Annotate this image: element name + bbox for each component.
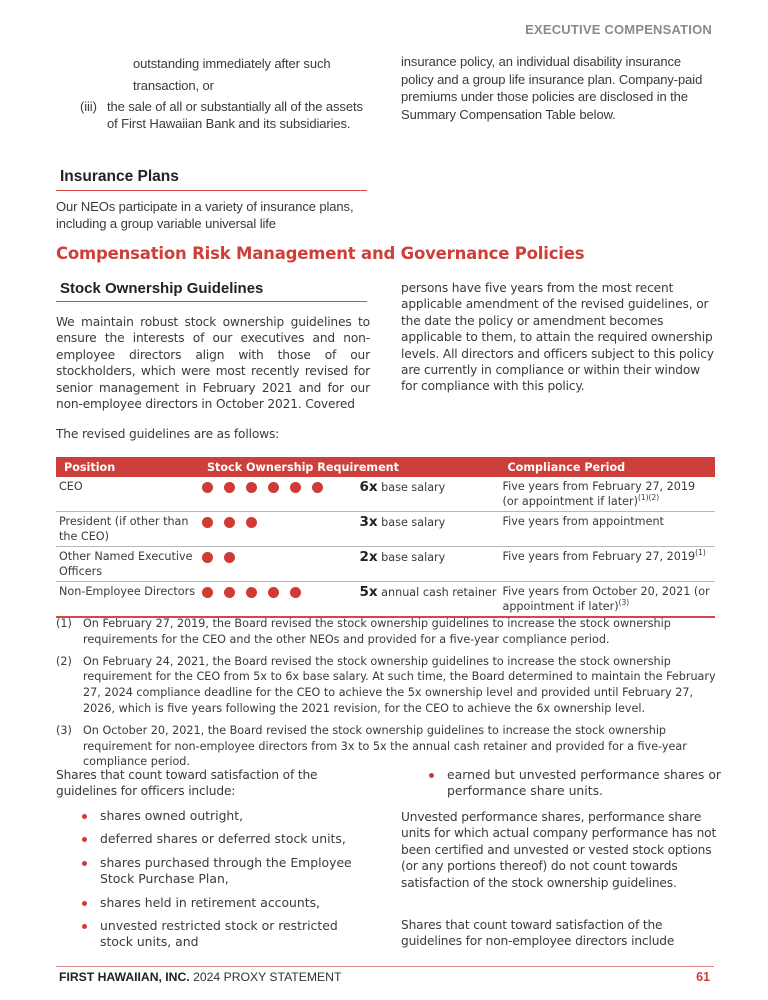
dot-icon xyxy=(202,552,213,563)
table-row xyxy=(56,582,715,618)
ownership-dots xyxy=(199,582,353,618)
list-item: earned but unvested performance shares or performance share units. xyxy=(427,767,727,800)
multiple-basis: base salary xyxy=(381,551,446,564)
dot-icon xyxy=(224,482,235,493)
ownership-dots xyxy=(199,512,353,547)
multiple-value: 3x xyxy=(359,514,378,530)
footer-doc: 2024 PROXY STATEMENT xyxy=(193,970,342,984)
footnote-ref: (1) xyxy=(695,548,706,557)
insurance-paragraph-right: insurance policy, an individual disability insurance policy and a group life insurance plan. Company-paid premiums under those policies are disclosed in the Summary Compensation Table below. xyxy=(401,54,703,122)
footnote-number: (2) xyxy=(56,654,72,668)
list-marker: (iii) xyxy=(80,99,97,114)
list-item: shares purchased through the Employee Stock Purchase Plan, xyxy=(80,855,370,888)
position-cell: CEO xyxy=(56,477,199,512)
section-title: Compensation Risk Management and Governance Policies xyxy=(56,244,585,263)
list-item: shares owned outright, xyxy=(80,808,370,824)
footnote-text: On October 20, 2021, the Board revised the stock ownership guidelines to increase the stock ownership requirement for non-employee directors from 3x to 5x the annual cash retainer and provided for a five-year compliance period. xyxy=(83,723,687,769)
dot-icon xyxy=(202,587,213,598)
period-text: Five years from February 27, 2019 (or appointment if later) xyxy=(502,480,696,508)
multiple-cell xyxy=(353,582,500,618)
list-item-iii xyxy=(80,99,370,132)
officers-shares-list xyxy=(80,808,370,958)
directors-shares-intro: Shares that count toward satisfaction of the guidelines for non-employee directors include xyxy=(401,918,675,949)
position-cell: Other Named Executive Officers xyxy=(56,547,199,582)
period-cell xyxy=(499,512,715,547)
table-row xyxy=(56,512,715,547)
dot-icon xyxy=(246,517,257,528)
dot-icon xyxy=(202,482,213,493)
footnote-ref: (1)(2) xyxy=(637,492,660,502)
dot-icon xyxy=(268,587,279,598)
table-row xyxy=(56,477,715,512)
insurance-plans-heading: Insurance Plans xyxy=(56,168,367,191)
period-text: Five years from appointment xyxy=(502,515,664,528)
list-item: shares held in retirement accounts, xyxy=(80,895,370,911)
ownership-guidelines-table xyxy=(56,457,715,618)
ownership-dots xyxy=(199,547,353,582)
guidelines-intro: The revised guidelines are as follows: xyxy=(56,427,280,441)
dot-icon xyxy=(246,587,257,598)
footnote xyxy=(56,654,716,717)
multiple-basis: base salary xyxy=(381,516,446,529)
multiple-cell xyxy=(353,547,500,582)
running-head: EXECUTIVE COMPENSATION xyxy=(525,22,712,37)
footnote-text: On February 27, 2019, the Board revised the stock ownership guidelines to increase the stock ownership requirements for the CEO and the other NEOs and provided for a five-year compliance period. xyxy=(83,617,671,646)
dot-icon xyxy=(202,517,213,528)
multiple-cell xyxy=(353,477,500,512)
period-text: Five years from October 20, 2021 (or appointment if later) xyxy=(502,585,710,613)
list-item: unvested restricted stock or restricted stock units, and xyxy=(80,918,370,951)
stock-ownership-heading: Stock Ownership Guidelines xyxy=(56,280,367,302)
dot-icon xyxy=(312,482,323,493)
stock-ownership-paragraph-right: persons have five years from the most recent applicable amendment of the revised guidelines, or the date the policy or amendment becomes applicable to them, to attain the required ownership levels. All directors and officers subject to this policy are currently in compliance or within their window for compliance with this policy. xyxy=(401,281,714,394)
list-item-ii-continuation xyxy=(133,53,373,97)
multiple-basis: annual cash retainer xyxy=(381,586,497,599)
list-line: transaction, or xyxy=(133,78,214,93)
footer-divider xyxy=(56,966,714,967)
dot-icon xyxy=(224,552,235,563)
footer-company: FIRST HAWAIIAN, INC. xyxy=(59,970,190,984)
position-cell: Non-Employee Directors xyxy=(56,582,199,618)
table-row xyxy=(56,547,715,582)
footnote-number: (1) xyxy=(56,617,72,630)
multiple-value: 2x xyxy=(359,549,378,565)
footnote xyxy=(56,616,716,648)
column-header-position: Position xyxy=(56,457,199,477)
footnote-number: (3) xyxy=(56,723,72,737)
footer-doc-title xyxy=(59,970,341,984)
column-header-period: Compliance Period xyxy=(499,457,715,477)
table-header-row xyxy=(56,457,715,477)
multiple-basis: base salary xyxy=(381,481,446,494)
list-item: deferred shares or deferred stock units, xyxy=(80,831,370,847)
period-cell xyxy=(499,547,715,582)
period-text: Five years from February 27, 2019 xyxy=(502,550,696,563)
dot-icon xyxy=(290,482,301,493)
footnote-ref: (3) xyxy=(618,597,630,607)
officers-shares-list-continued xyxy=(427,767,727,807)
dot-icon xyxy=(290,587,301,598)
multiple-value: 5x xyxy=(359,584,378,600)
officers-shares-intro: Shares that count toward satisfaction of the guidelines for officers include: xyxy=(56,768,318,799)
insurance-paragraph-left: Our NEOs participate in a variety of insurance plans, including a group variable universal life xyxy=(56,199,354,231)
multiple-value: 6x xyxy=(359,479,378,495)
dot-icon xyxy=(224,517,235,528)
ownership-dots xyxy=(199,477,353,512)
dot-icon xyxy=(224,587,235,598)
period-cell xyxy=(499,582,715,618)
page-number: 61 xyxy=(696,970,710,984)
column-header-requirement: Stock Ownership Requirement xyxy=(199,457,500,477)
table-footnotes xyxy=(56,616,716,770)
footnote-text: On February 24, 2021, the Board revised the stock ownership guidelines to increase the stock ownership requirement for the CEO from 5x to 6x base salary. At such time, the Board determined to maintain the February 27, 2024 compliance deadline for the CEO to achieve the 5x ownership level and provided until February 27, 2026, which is five years following the 2021 revision, for the CEO to achieve the 6x ownership level. xyxy=(83,654,716,715)
list-text: the sale of all or substantially all of the assets of First Hawaiian Bank and its subsidiaries. xyxy=(107,99,363,131)
dot-icon xyxy=(246,482,257,493)
dot-icon xyxy=(268,482,279,493)
footnote xyxy=(56,723,716,770)
stock-ownership-paragraph-left: We maintain robust stock ownership guidelines to ensure the interests of our executives and non-employee directors align with those of our stockholders, which were most recently revised for senior management in February 2021 and for our non-employee directors in October 2021. Covered xyxy=(56,315,370,412)
multiple-cell xyxy=(353,512,500,547)
exclusion-paragraph: Unvested performance shares, performance share units for which actual company performance has not been certified and unvested or vested stock options (or any portions thereof) do not count towards satisfaction of the stock ownership guidelines. xyxy=(401,810,717,890)
list-line: outstanding immediately after such xyxy=(133,56,331,71)
period-cell xyxy=(499,477,715,512)
position-cell: President (if other than the CEO) xyxy=(56,512,199,547)
